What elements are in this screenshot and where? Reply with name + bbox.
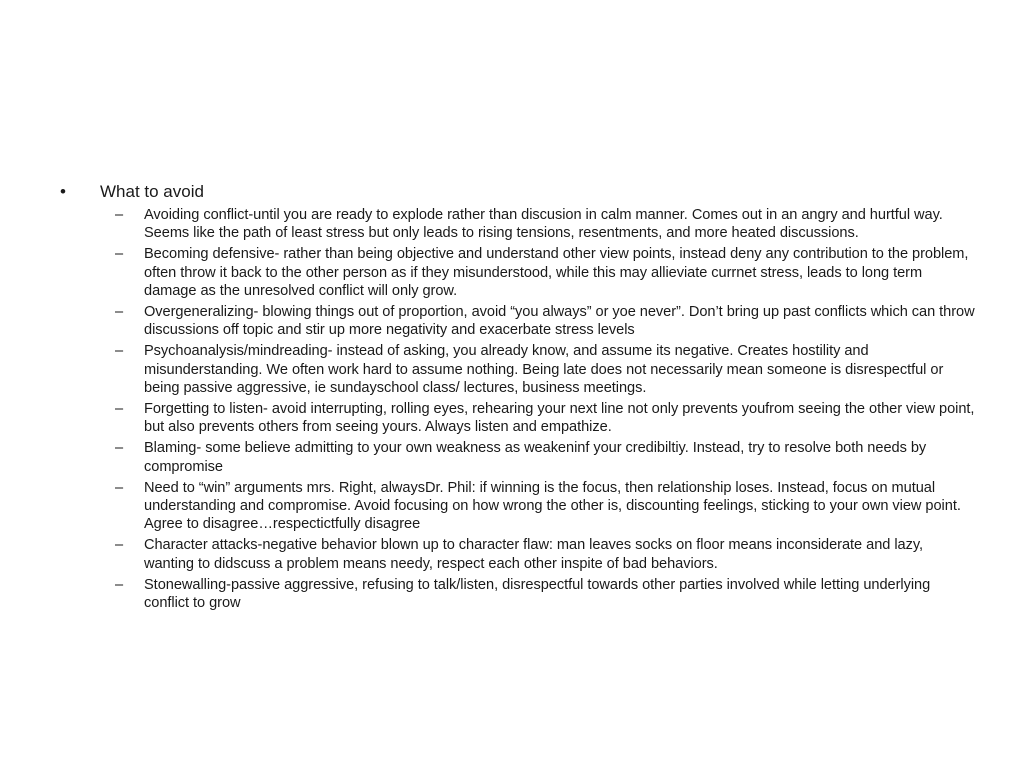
list-item-forgetting-to-listen (60, 400, 975, 436)
list-item-text: Forgetting to listen- avoid interrupting, rolling eyes, rehearing your next line not only prevents youfrom seeing the other view point, but also prevents others from seeing yours. Always listen and empathize. (144, 401, 975, 436)
dash-icon: – (115, 440, 124, 457)
bullet-heading (60, 181, 975, 203)
bullet-icon: • (60, 182, 66, 201)
dash-icon: – (115, 576, 124, 593)
list-item-text: Avoiding conflict-until you are ready to explode rather than discusion in calm manner. Comes out in an angry and hurtful way. Seems like the path of least stress but only leads to rising tensions, resentments, and more heated discussions. (144, 207, 943, 242)
slide-content (60, 181, 975, 615)
dash-icon: – (115, 479, 124, 496)
dash-icon: – (115, 246, 124, 263)
list-item-text: Overgeneralizing- blowing things out of proportion, avoid “you always” or yoe never”. Don’t bring up past conflicts which can throw discussions off topic and stir up more negativity and exacerbate stress levels (144, 304, 975, 339)
dash-icon: – (115, 537, 124, 554)
list-item-text: Character attacks-negative behavior blown up to character flaw: man leaves socks on floor means inconsiderate and lazy, wanting to didscuss a problem means needy, respect each other inspite of bad behaviors. (144, 537, 924, 572)
dash-icon: – (115, 401, 124, 418)
list-item-overgeneralizing (60, 303, 975, 339)
list-item-text: Becoming defensive- rather than being objective and understand other view points, instead deny any contribution to the problem, often throw it back to the other person as if they misunderstood, while this may allieviate currnet stress, leads to long term damage as the unresolved conflict will only grow. (144, 246, 969, 299)
dash-icon: – (115, 304, 124, 321)
list-item-character-attacks (60, 536, 975, 572)
list-item-avoiding-conflict (60, 206, 975, 242)
list-item-text: Stonewalling-passive aggressive, refusing to talk/listen, disrespectful towards other parties involved while letting underlying conflict to grow (144, 576, 931, 612)
sub-bullet-list (60, 206, 975, 612)
heading-text: What to avoid (100, 182, 204, 201)
list-item-psychoanalysis (60, 342, 975, 397)
list-item-becoming-defensive (60, 245, 975, 300)
list-item-text: Blaming- some believe admitting to your own weakness as weakeninf your credibiltiy. Instead, try to resolve both needs by compromise (144, 440, 927, 475)
dash-icon: – (115, 207, 124, 223)
dash-icon: – (115, 343, 124, 360)
list-item-text: Psychoanalysis/mindreading- instead of asking, you already know, and assume its negative. Creates hostility and misunderstanding. We often work hard to assume nothing. Being late does not necessarily mean someone is disrespectful or being passive aggressive, ie sundayschool class/ lectures, business meetings. (144, 343, 944, 396)
list-item-stonewalling (60, 576, 975, 612)
list-item-need-to-win (60, 479, 975, 534)
list-item-text: Need to “win” arguments mrs. Right, alwaysDr. Phil: if winning is the focus, then relationship loses. Instead, focus on mutual understanding and compromise. Avoid focusing on how wrong the other is, discounting feelings, sticking to your own view point. Agree to disagree…respectictfully disagree (144, 479, 961, 533)
list-item-blaming (60, 439, 975, 475)
